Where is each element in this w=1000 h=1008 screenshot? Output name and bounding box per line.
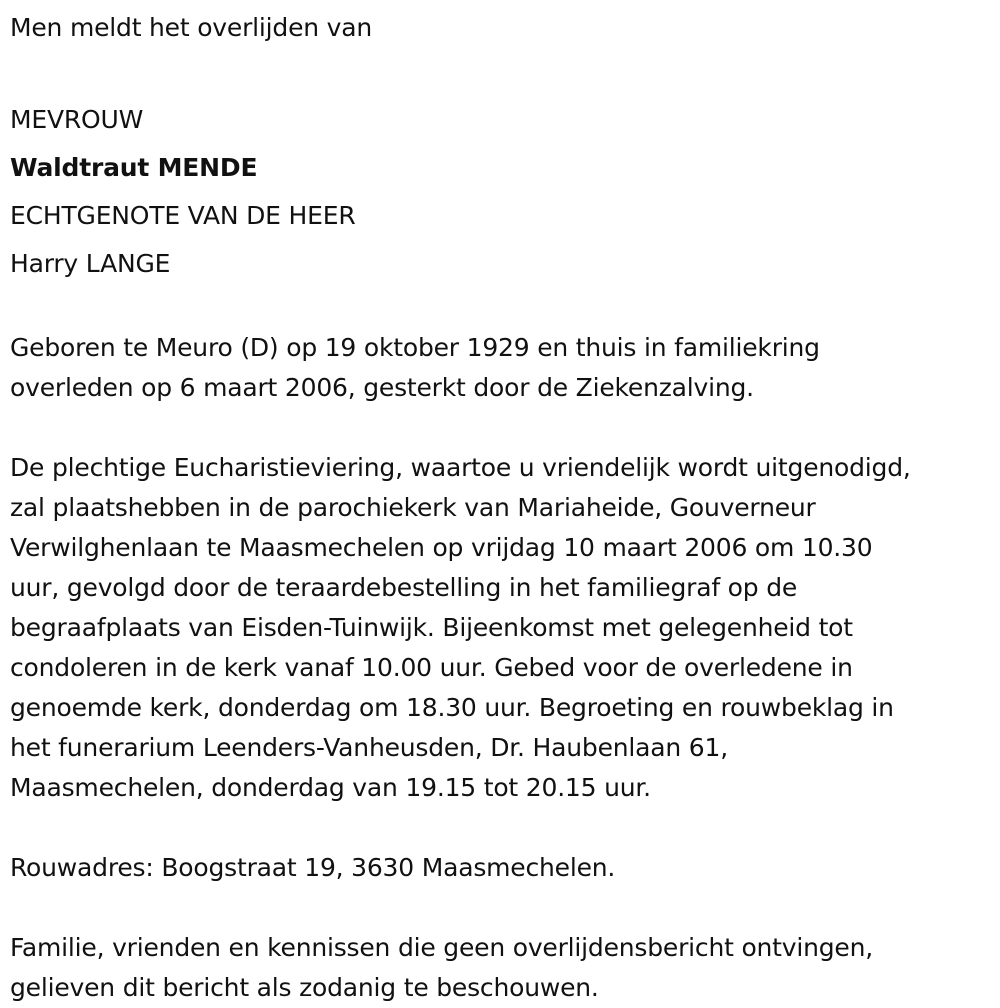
paragraph-line: Familie, vrienden en kennissen die geen overlijdensbericht ontvingen, <box>10 933 874 962</box>
spacer <box>10 408 995 448</box>
ceremony-paragraph <box>10 448 995 808</box>
paragraph-line: condoleren in de kerk vanaf 10.00 uur. Gebed voor de overledene in <box>10 653 853 682</box>
intro-text: Men meldt het overlijden van <box>10 13 373 42</box>
spacer <box>10 48 995 88</box>
mourning-address: Rouwadres: Boogstraat 19, 3630 Maasmechelen. <box>10 853 616 882</box>
spacer <box>10 808 995 848</box>
relation-text: ECHTGENOTE VAN DE HEER <box>10 201 356 230</box>
paragraph-line: uur, gevolgd door de teraardebestelling in het familiegraf op de <box>10 573 798 602</box>
honorific-title: MEVROUW <box>10 105 144 134</box>
paragraph-line: begraafplaats van Eisden-Tuinwijk. Bijeenkomst met gelegenheid tot <box>10 613 853 642</box>
spacer <box>10 888 995 928</box>
paragraph-line: gelieven dit bericht als zodanig te beschouwen. <box>10 973 599 1002</box>
obituary-notice <box>10 8 995 1008</box>
spacer <box>10 288 995 328</box>
paragraph-line: zal plaatshebben in de parochiekerk van Mariaheide, Gouverneur <box>10 493 816 522</box>
birth-death-paragraph <box>10 328 995 408</box>
paragraph-line: genoemde kerk, donderdag om 18.30 uur. Begroeting en rouwbeklag in <box>10 693 894 722</box>
paragraph-line: overleden op 6 maart 2006, gesterkt door de Ziekenzalving. <box>10 373 754 402</box>
paragraph-line: Verwilghenlaan te Maasmechelen op vrijdag 10 maart 2006 om 10.30 <box>10 533 873 562</box>
paragraph-line: De plechtige Eucharistieviering, waartoe u vriendelijk wordt uitgenodigd, <box>10 453 911 482</box>
deceased-name: Waldtraut MENDE <box>10 153 258 182</box>
spouse-name: Harry LANGE <box>10 249 171 278</box>
paragraph-line: Maasmechelen, donderdag van 19.15 tot 20.15 uur. <box>10 773 651 802</box>
paragraph-line: Geboren te Meuro (D) op 19 oktober 1929 en thuis in familiekring <box>10 333 820 362</box>
paragraph-line: het funerarium Leenders-Vanheusden, Dr. Haubenlaan 61, <box>10 733 728 762</box>
closing-paragraph <box>10 928 995 1008</box>
